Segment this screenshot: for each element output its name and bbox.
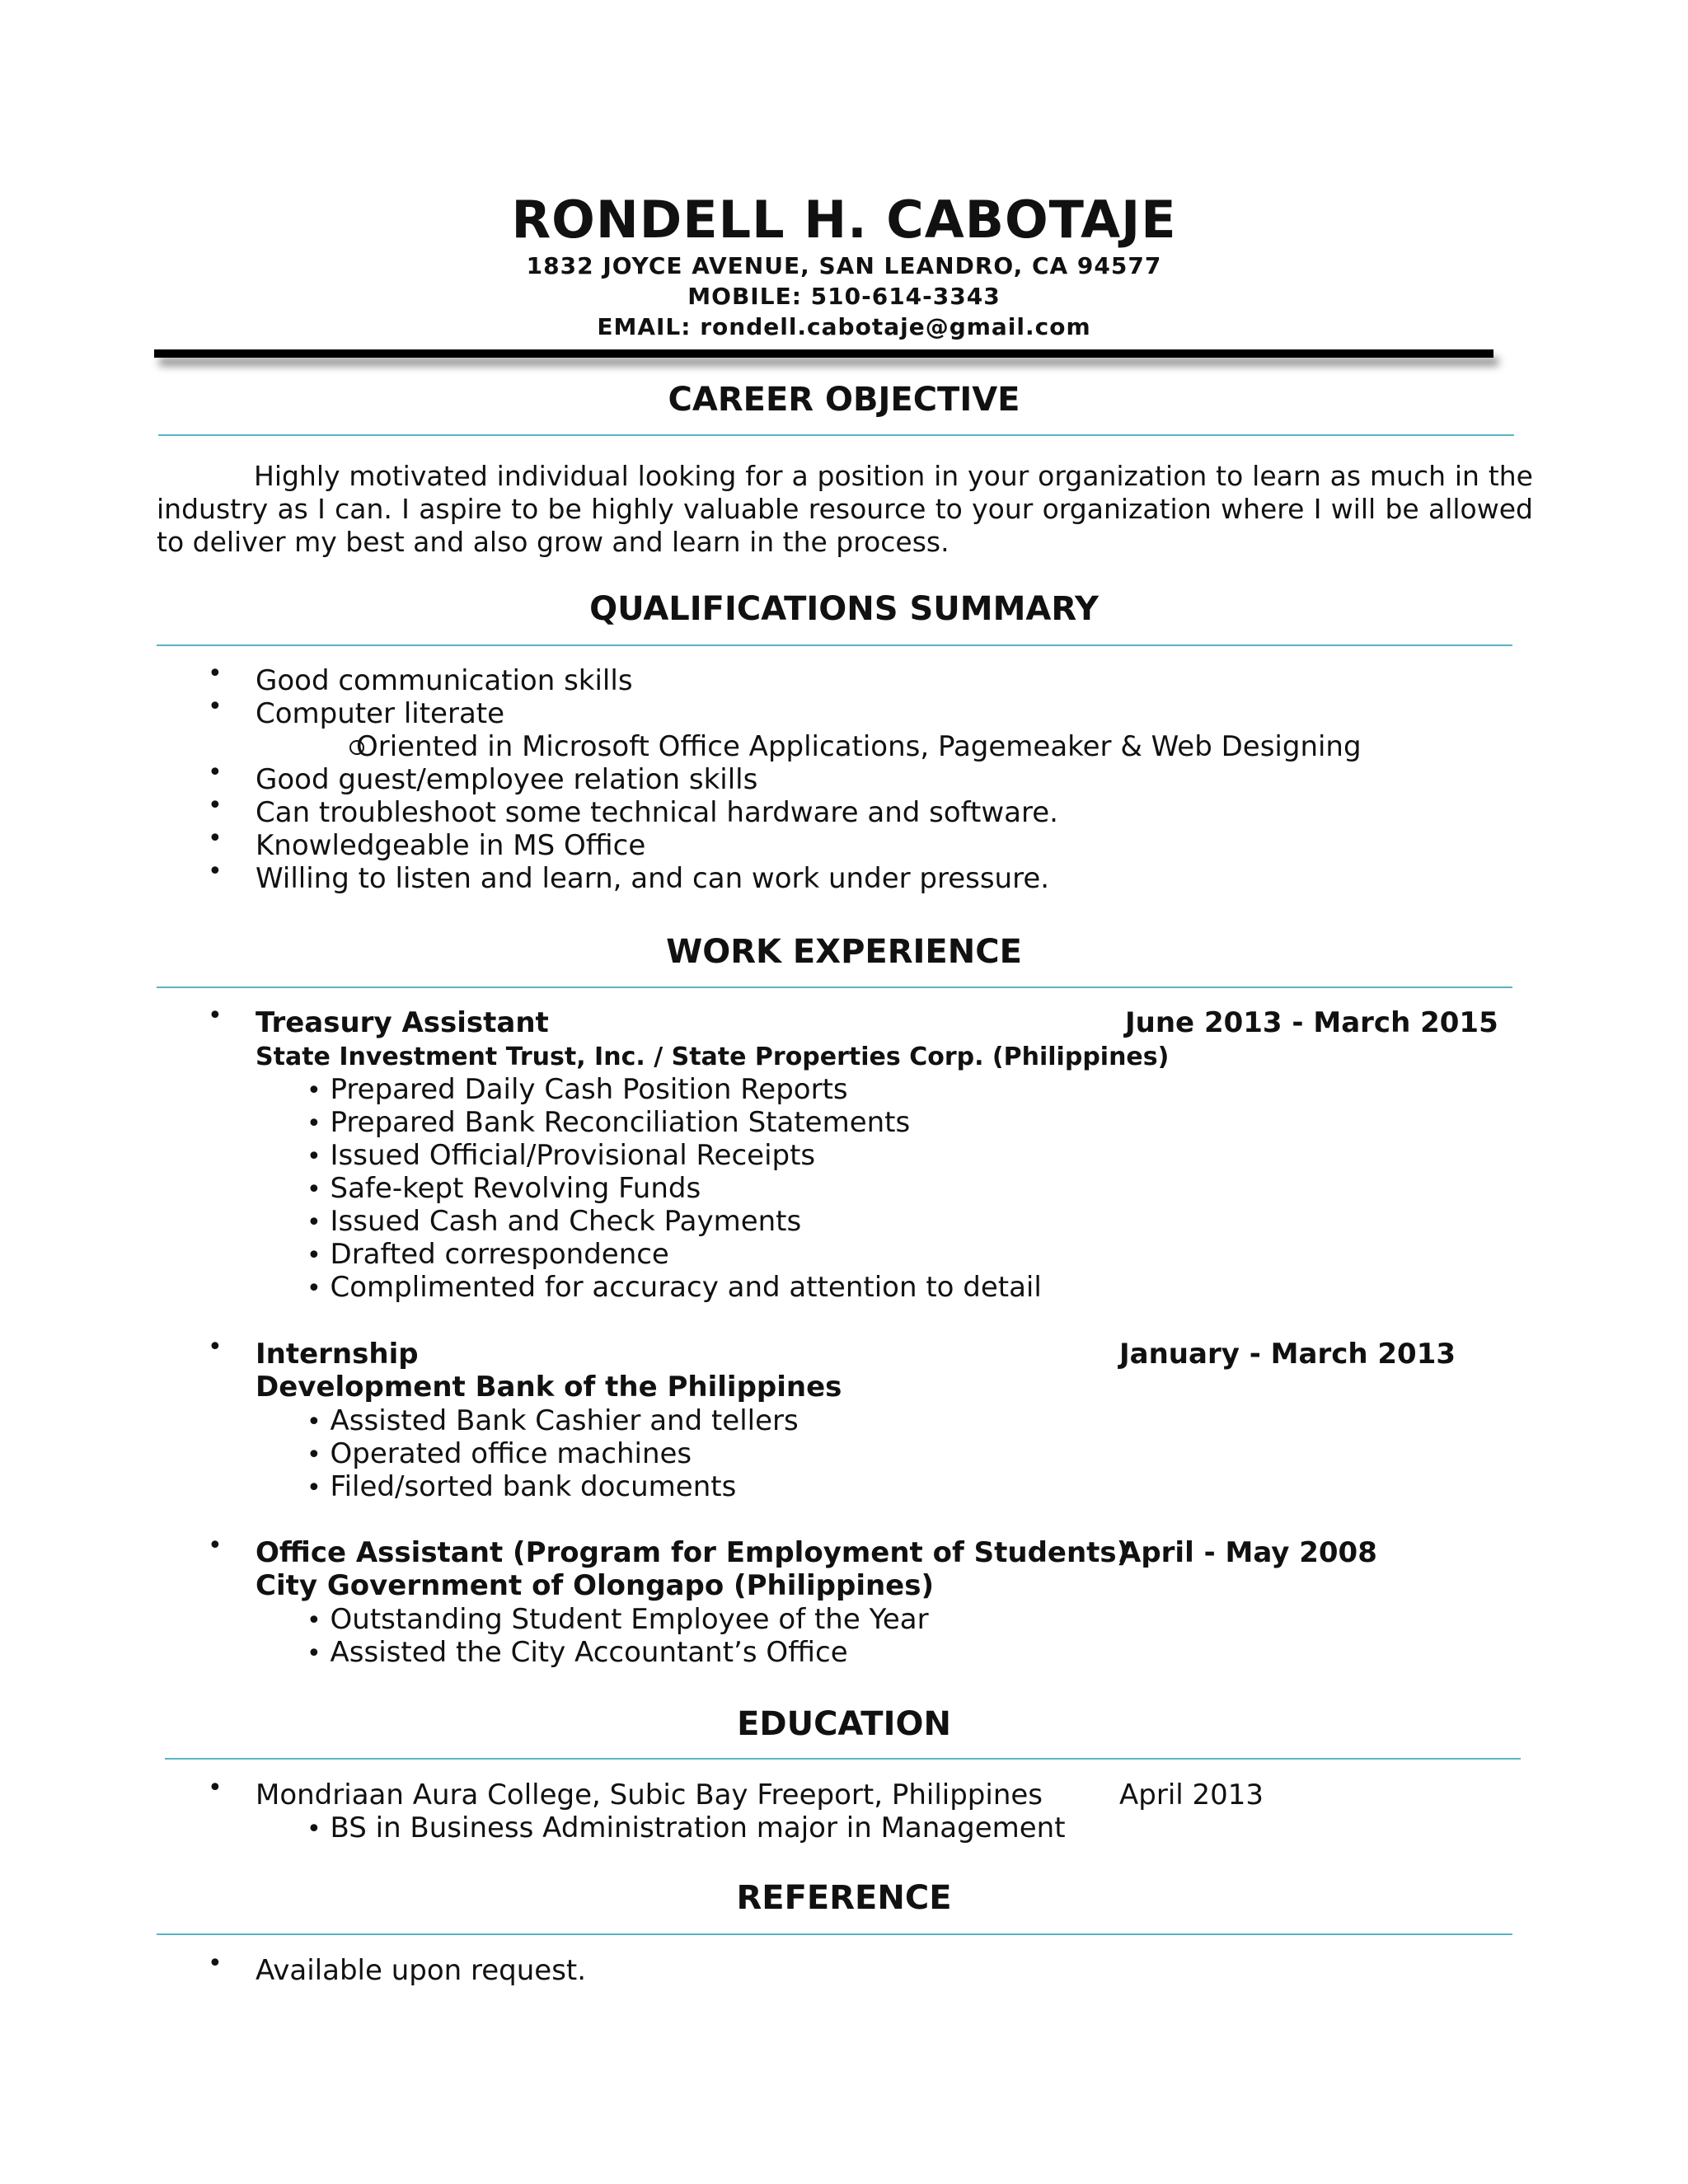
resume-name: RONDELL H. CABOTAJE: [511, 190, 1177, 250]
job-duty: • Drafted correspondence: [307, 1238, 669, 1271]
bullet: •: [208, 824, 223, 853]
bullet: •: [208, 659, 223, 688]
section-divider: [157, 1933, 1512, 1935]
job-position: Treasury Assistant: [256, 1006, 549, 1039]
bullet: •: [208, 791, 223, 820]
job-duty: • Prepared Daily Cash Position Reports: [307, 1073, 848, 1106]
qualification-item: Can troubleshoot some technical hardware and software.: [256, 796, 1058, 829]
section-title-education: EDUCATION: [737, 1705, 951, 1743]
bullet: •: [208, 1949, 223, 1978]
bullet: •: [208, 758, 223, 787]
address: 1832 JOYCE AVENUE, SAN LEANDRO, CA 94577: [526, 252, 1162, 279]
bullet: •: [208, 1774, 223, 1802]
mobile: MOBILE: 510-614-3343: [687, 283, 1001, 310]
bullet: •: [208, 1531, 223, 1560]
section-title-reference: REFERENCE: [736, 1879, 952, 1917]
job-duty: • Filed/sorted bank documents: [307, 1470, 737, 1503]
section-divider: [165, 1758, 1521, 1760]
qualification-item: Willing to listen and learn, and can work under pressure.: [256, 862, 1050, 895]
section-title-work-experience: WORK EXPERIENCE: [666, 933, 1022, 971]
job-dates: January - March 2013: [1119, 1338, 1456, 1371]
job-duty: • Assisted the City Accountant’s Office: [307, 1636, 848, 1669]
job-duty: • Safe-kept Revolving Funds: [307, 1172, 701, 1205]
job-duty: • Issued Official/Provisional Receipts: [307, 1139, 816, 1172]
job-duty: • Issued Cash and Check Payments: [307, 1205, 802, 1238]
qualification-item: Knowledgeable in MS Office: [256, 829, 646, 862]
qualification-item: Good communication skills: [256, 664, 633, 697]
job-company: Development Bank of the Philippines: [256, 1371, 842, 1404]
job-company: State Investment Trust, Inc. / State Properties Corp. (Philippines): [256, 1043, 1170, 1071]
section-divider: [158, 434, 1514, 436]
objective-line: industry as I can. I aspire to be highly valuable resource to your organization where I will be allowed: [157, 493, 1533, 525]
header-divider: [154, 349, 1493, 358]
bullet: •: [208, 857, 223, 886]
bullet: •: [208, 1001, 223, 1030]
job-duty: • Complimented for accuracy and attention to detail: [307, 1271, 1042, 1304]
section-divider: [157, 644, 1512, 646]
job-company: City Government of Olongapo (Philippines): [256, 1569, 935, 1602]
job-duty: • Operated office machines: [307, 1437, 692, 1470]
section-title-career-objective: CAREER OBJECTIVE: [668, 381, 1020, 419]
job-duty: • Outstanding Student Employee of the Year: [307, 1603, 929, 1636]
section-divider: [157, 987, 1512, 988]
objective-line: Highly motivated individual looking for a position in your organization to learn as much in the: [254, 460, 1533, 492]
job-position: Office Assistant (Program for Employment of Students): [256, 1536, 1130, 1569]
education-date: April 2013: [1119, 1779, 1264, 1811]
qualification-item: Good guest/employee relation skills: [256, 763, 758, 796]
email: EMAIL: rondell.cabotaje@gmail.com: [597, 313, 1091, 340]
objective-line: to deliver my best and also grow and learn in the process.: [157, 526, 950, 558]
qualification-subitem: Oriented in Microsoft Office Applications, Pagemeaker & Web Designing: [356, 730, 1362, 763]
job-duty: • Prepared Bank Reconciliation Statements: [307, 1106, 911, 1139]
bullet: •: [208, 692, 223, 721]
job-dates: June 2013 - March 2015: [1125, 1006, 1498, 1039]
objective-paragraph: [157, 460, 1533, 559]
job-duty: • Assisted Bank Cashier and tellers: [307, 1404, 799, 1437]
job-position: Internship: [256, 1338, 419, 1371]
reference-text: Available upon request.: [256, 1954, 587, 1987]
section-title-qualifications: QUALIFICATIONS SUMMARY: [589, 590, 1099, 628]
education-degree: • BS in Business Administration major in Management: [307, 1811, 1066, 1844]
qualification-item: Computer literate: [256, 697, 505, 730]
job-dates: April - May 2008: [1119, 1536, 1377, 1569]
bullet: •: [208, 1333, 223, 1361]
education-school: Mondriaan Aura College, Subic Bay Freeport, Philippines: [256, 1779, 1043, 1811]
